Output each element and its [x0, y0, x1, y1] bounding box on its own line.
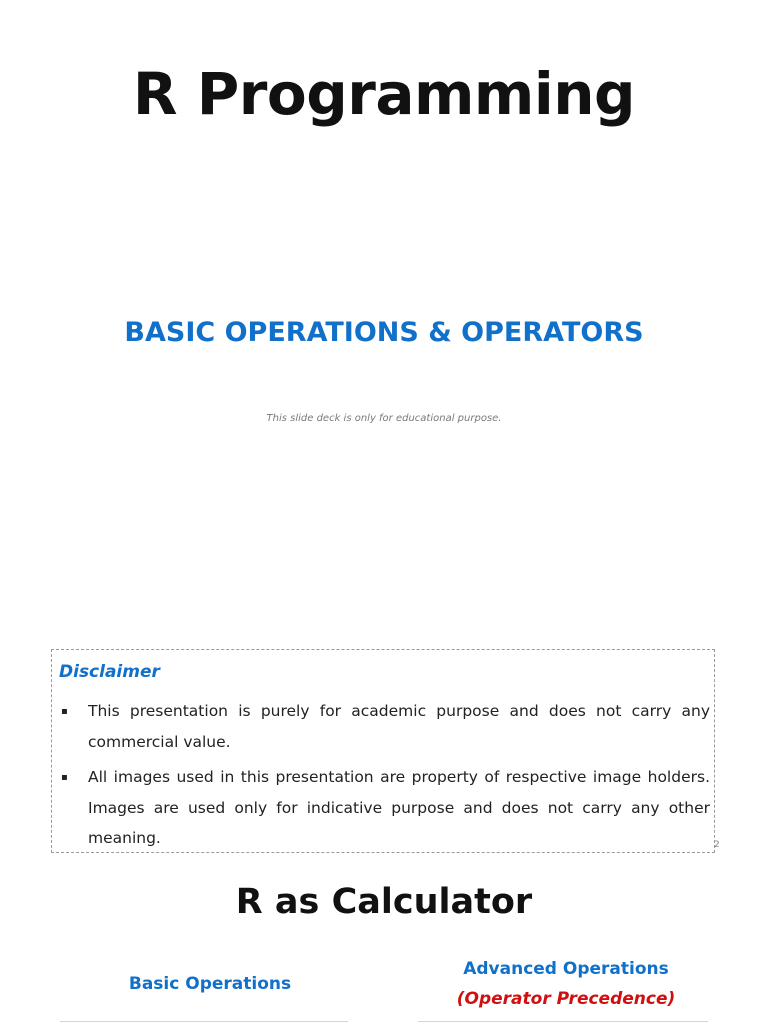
basic-operations-heading: Basic Operations [128, 974, 292, 994]
slide-subtitle: BASIC OPERATIONS & OPERATORS [124, 317, 644, 348]
disclaimer-item-text: This presentation is purely for academic purpose and does not carry any commercial value. [88, 702, 710, 751]
page-number: 2 [714, 840, 720, 850]
disclaimer-list [59, 696, 710, 859]
bullet-icon: ▪ [61, 706, 68, 717]
disclaimer-item [59, 762, 710, 854]
section-title: R as Calculator [235, 882, 533, 922]
disclaimer-item-text: All images used in this presentation are property of respective image holders. Images are used only for indicative purpose and does not carry any other meaning. [88, 768, 710, 847]
divider [60, 1021, 348, 1022]
divider [418, 1021, 708, 1022]
bullet-icon: ▪ [61, 772, 68, 783]
advanced-operations-heading: Advanced Operations [463, 959, 669, 979]
disclaimer-item [59, 696, 710, 757]
educational-note: This slide deck is only for educational purpose. [266, 413, 502, 424]
slide-title: R Programming [132, 60, 636, 128]
disclaimer-heading: Disclaimer [59, 662, 160, 682]
operator-precedence-subheading: (Operator Precedence) [456, 989, 676, 1009]
disclaimer-box [51, 649, 715, 853]
